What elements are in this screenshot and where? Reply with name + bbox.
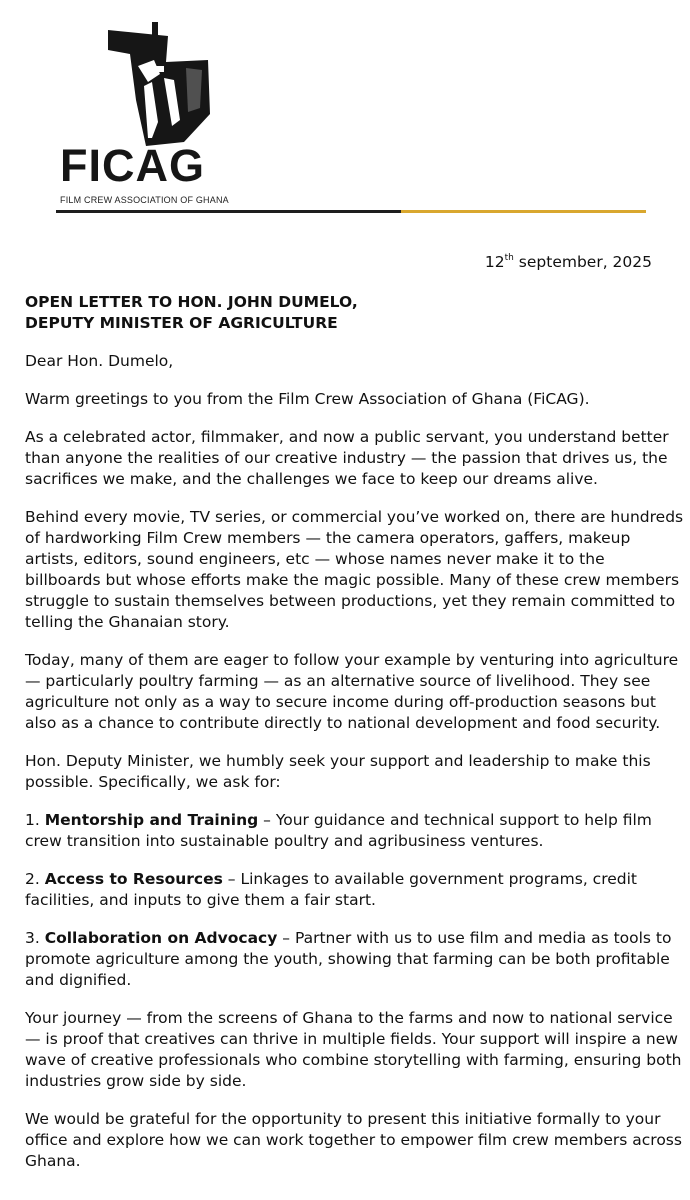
date-rest: september, 2025 xyxy=(513,253,652,271)
paragraph-line: sacrifices we make, and the challenges we face to keep our dreams alive. xyxy=(25,470,598,488)
organization-name: FILM CREW ASSOCIATION OF GHANA xyxy=(60,195,229,205)
paragraph-line: struggle to sustain themselves between productions, yet they remain committed to xyxy=(25,592,676,610)
request-line: and dignified. xyxy=(25,971,132,989)
paragraph-line: telling the Ghanaian story. xyxy=(25,613,230,631)
request-line xyxy=(25,928,675,949)
date-day: 12 xyxy=(484,253,505,271)
paragraph-line: office and explore how we can work together to empower film crew members across xyxy=(25,1131,682,1149)
request-title: Access to Resources xyxy=(44,870,223,888)
paragraph-line: also as a chance to contribute directly to national development and food security. xyxy=(25,714,661,732)
film-crew-silhouette-logo xyxy=(108,22,218,147)
request-text: – Partner with us to use film and media as tools to xyxy=(277,929,672,947)
paragraph-line: — is proof that creatives can thrive in multiple fields. Your support will inspire a new xyxy=(25,1030,678,1048)
paragraph-gratitude xyxy=(25,1109,682,1172)
letter-body xyxy=(25,292,684,1189)
paragraph-line: As a celebrated actor, filmmaker, and now a public servant, you understand better xyxy=(25,428,669,446)
divider-dark-segment xyxy=(56,210,401,213)
paragraph-line: possible. Specifically, we ask for: xyxy=(25,773,281,791)
paragraph-line: of hardworking Film Crew members — the camera operators, gaffers, makeup xyxy=(25,529,631,547)
paragraph-request-intro xyxy=(25,751,675,793)
request-item-resources xyxy=(25,869,675,911)
request-text: – Your guidance and technical support to help film xyxy=(258,811,652,829)
letterhead-divider xyxy=(56,210,646,213)
heading-line-2: DEPUTY MINISTER OF AGRICULTURE xyxy=(25,314,338,332)
request-item-advocacy xyxy=(25,928,675,991)
paragraph-line: artists, editors, sound engineers, etc — whose names never make it to the xyxy=(25,550,605,568)
paragraph-line: Hon. Deputy Minister, we humbly seek your support and leadership to make this xyxy=(25,752,651,770)
paragraph-greeting xyxy=(25,389,675,410)
paragraph-line: We would be grateful for the opportunity to present this initiative formally to your xyxy=(25,1110,661,1128)
request-line: promote agriculture among the youth, showing that farming can be both profitable xyxy=(25,950,670,968)
letter-heading xyxy=(25,292,675,334)
request-line xyxy=(25,810,675,831)
paragraph-line: Warm greetings to you from the Film Crew Association of Ghana (FiCAG). xyxy=(25,390,590,408)
paragraph-crew-members xyxy=(25,507,684,633)
date-suffix: th xyxy=(504,253,514,263)
paragraph-line: industries grow side by side. xyxy=(25,1072,247,1090)
request-title: Mentorship and Training xyxy=(44,811,259,829)
request-item-mentorship xyxy=(25,810,675,852)
paragraph-journey xyxy=(25,1008,682,1092)
paragraph-line: billboards but whose efforts make the magic possible. Many of these crew members xyxy=(25,571,680,589)
paragraph-line: agriculture not only as a way to secure income during off-production seasons but xyxy=(25,693,657,711)
request-text: – Linkages to available government programs, credit xyxy=(222,870,637,888)
request-number: 1. xyxy=(25,811,45,829)
request-title: Collaboration on Advocacy xyxy=(44,929,278,947)
request-number: 2. xyxy=(25,870,45,888)
request-line: facilities, and inputs to give them a fair start. xyxy=(25,891,376,909)
request-line xyxy=(25,869,675,890)
paragraph-line: Your journey — from the screens of Ghana to the farms and now to national service xyxy=(25,1009,673,1027)
paragraph-introduction xyxy=(25,427,675,490)
request-line: crew transition into sustainable poultry and agribusiness ventures. xyxy=(25,832,544,850)
paragraph-line: Today, many of them are eager to follow your example by venturing into agriculture xyxy=(25,651,679,669)
request-number: 3. xyxy=(25,929,45,947)
paragraph-line: Behind every movie, TV series, or commercial you’ve worked on, there are hundreds xyxy=(25,508,684,526)
divider-gold-segment xyxy=(401,210,646,213)
paragraph-line: than anyone the realities of our creative industry — the passion that drives us, the xyxy=(25,449,668,467)
salutation-text: Dear Hon. Dumelo, xyxy=(25,352,174,370)
letter-date xyxy=(430,252,652,272)
salutation xyxy=(25,351,675,372)
paragraph-agriculture xyxy=(25,650,679,734)
paragraph-line: Ghana. xyxy=(25,1152,81,1170)
paragraph-line: — particularly poultry farming — as an alternative source of livelihood. They see xyxy=(25,672,651,690)
letterhead xyxy=(0,0,690,230)
heading-line-1: OPEN LETTER TO HON. JOHN DUMELO, xyxy=(25,293,358,311)
logo-wordmark: FICAG xyxy=(60,140,205,191)
paragraph-line: wave of creative professionals who combine storytelling with farming, ensuring both xyxy=(25,1051,682,1069)
